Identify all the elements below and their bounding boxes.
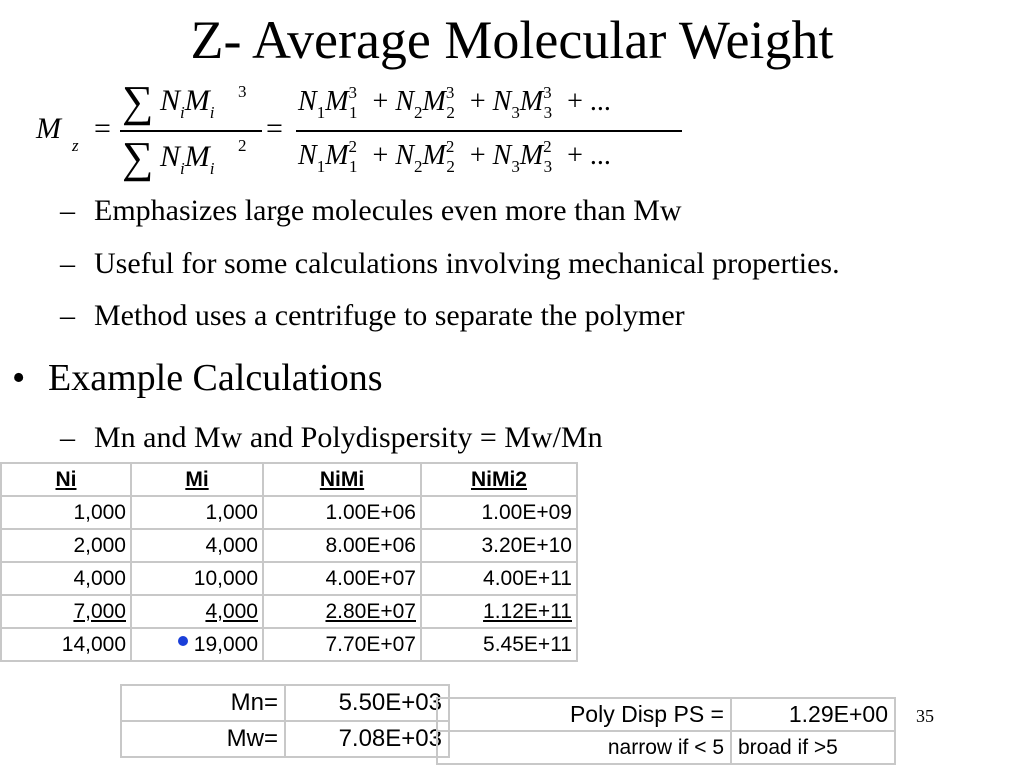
table-row	[1, 595, 577, 628]
cell-ni-total[interactable]: 14,000	[1, 628, 131, 661]
cell-ni[interactable]: 1,000	[1, 496, 131, 529]
mn-label[interactable]: Mn=	[121, 685, 285, 721]
cell-ni[interactable]: 4,000	[1, 562, 131, 595]
denominator-sum-term: $N_iM_i$	[160, 140, 215, 178]
header-nimi2: NiMi2	[421, 463, 577, 496]
averages-table	[120, 684, 450, 758]
formula-equals-2: =	[266, 112, 283, 145]
mn-value[interactable]: 5.50E+03	[285, 685, 449, 721]
cell-nimi2[interactable]: 1.12E+11	[421, 595, 577, 628]
cell-nimi[interactable]: 1.00E+06	[263, 496, 421, 529]
table-row	[1, 562, 577, 595]
broad-note[interactable]: broad if >5	[731, 731, 895, 764]
cell-nimi2-total[interactable]: 5.45E+11	[421, 628, 577, 661]
expanded-numerator: $N_1M^3_1 + N_2M^3_2 + N_3M^3_3$ + ...	[298, 83, 611, 122]
table-row-total	[1, 628, 577, 661]
mw-label[interactable]: Mw=	[121, 721, 285, 757]
sub-bullet-mn-mw	[60, 420, 603, 456]
pd-value[interactable]: 1.29E+00	[731, 698, 895, 731]
mw-value[interactable]: 7.08E+03	[285, 721, 449, 757]
sub-bullet-text: Mn and Mw and Polydispersity = Mw/Mn	[94, 421, 603, 454]
z-average-formula	[36, 78, 696, 188]
dash-marker: –	[60, 247, 75, 280]
dash-marker: –	[60, 299, 75, 332]
formula-lhs: M	[36, 112, 61, 145]
header-mi: Mi	[131, 463, 263, 496]
cell-mi-total-value: 19,000	[193, 632, 258, 656]
cell-mi[interactable]: 10,000	[131, 562, 263, 595]
cell-mi-total[interactable]	[131, 628, 263, 661]
cell-nimi[interactable]: 4.00E+07	[263, 562, 421, 595]
cell-ni[interactable]: 2,000	[1, 529, 131, 562]
formula-lhs-sub: z	[72, 136, 79, 155]
sub-bullet-text: Useful for some calculations involving mechanical properties.	[94, 247, 840, 280]
sub-bullet-text: Emphasizes large molecules even more than Mw	[94, 194, 682, 227]
sub-bullet-useful	[60, 246, 840, 282]
cell-nimi2[interactable]: 1.00E+09	[421, 496, 577, 529]
sum-symbol-numerator: ∑	[122, 77, 154, 126]
numerator-exponent: 3	[238, 82, 247, 101]
cell-nimi-total[interactable]: 7.70E+07	[263, 628, 421, 661]
formula-equals-1: =	[94, 112, 111, 145]
bullet-dot: •	[12, 357, 26, 399]
table-row	[437, 731, 895, 764]
cell-ni[interactable]: 7,000	[1, 595, 131, 628]
dash-marker: –	[60, 421, 75, 454]
table-row	[121, 721, 449, 757]
main-bullet-text: Example Calculations	[48, 357, 383, 399]
sum-symbol-denominator: ∑	[122, 133, 154, 182]
calculation-table	[0, 462, 578, 662]
sub-bullet-emphasizes	[60, 193, 682, 229]
pd-label[interactable]: Poly Disp PS =	[437, 698, 731, 731]
numerator-sum-term: $N_iM_i$	[160, 84, 215, 122]
table-row	[1, 529, 577, 562]
narrow-note[interactable]: narrow if < 5	[437, 731, 731, 764]
table-header-row	[1, 463, 577, 496]
cell-nimi[interactable]: 2.80E+07	[263, 595, 421, 628]
table-row	[121, 685, 449, 721]
table-row	[437, 698, 895, 731]
sub-bullet-method	[60, 298, 685, 334]
fraction-bar-right	[296, 130, 682, 132]
cell-mi[interactable]: 4,000	[131, 529, 263, 562]
dash-marker: –	[60, 194, 75, 227]
sub-bullet-text: Method uses a centrifuge to separate the polymer	[94, 299, 685, 332]
denominator-exponent: 2	[238, 136, 247, 155]
expanded-denominator: $N_1M^2_1 + N_2M^2_2 + N_3M^2_3$ + ...	[298, 137, 611, 176]
header-ni: Ni	[1, 463, 131, 496]
header-nimi: NiMi	[263, 463, 421, 496]
cell-nimi[interactable]: 8.00E+06	[263, 529, 421, 562]
cell-nimi2[interactable]: 3.20E+10	[421, 529, 577, 562]
main-bullet-example	[12, 356, 383, 400]
cell-mi[interactable]: 4,000	[131, 595, 263, 628]
table-row	[1, 496, 577, 529]
cursor-dot-icon	[178, 636, 188, 646]
slide-title: Z- Average Molecular Weight	[190, 10, 834, 70]
polydispersity-table	[436, 697, 896, 765]
page-number: 35	[916, 706, 934, 726]
cell-nimi2[interactable]: 4.00E+11	[421, 562, 577, 595]
cell-mi[interactable]: 1,000	[131, 496, 263, 529]
